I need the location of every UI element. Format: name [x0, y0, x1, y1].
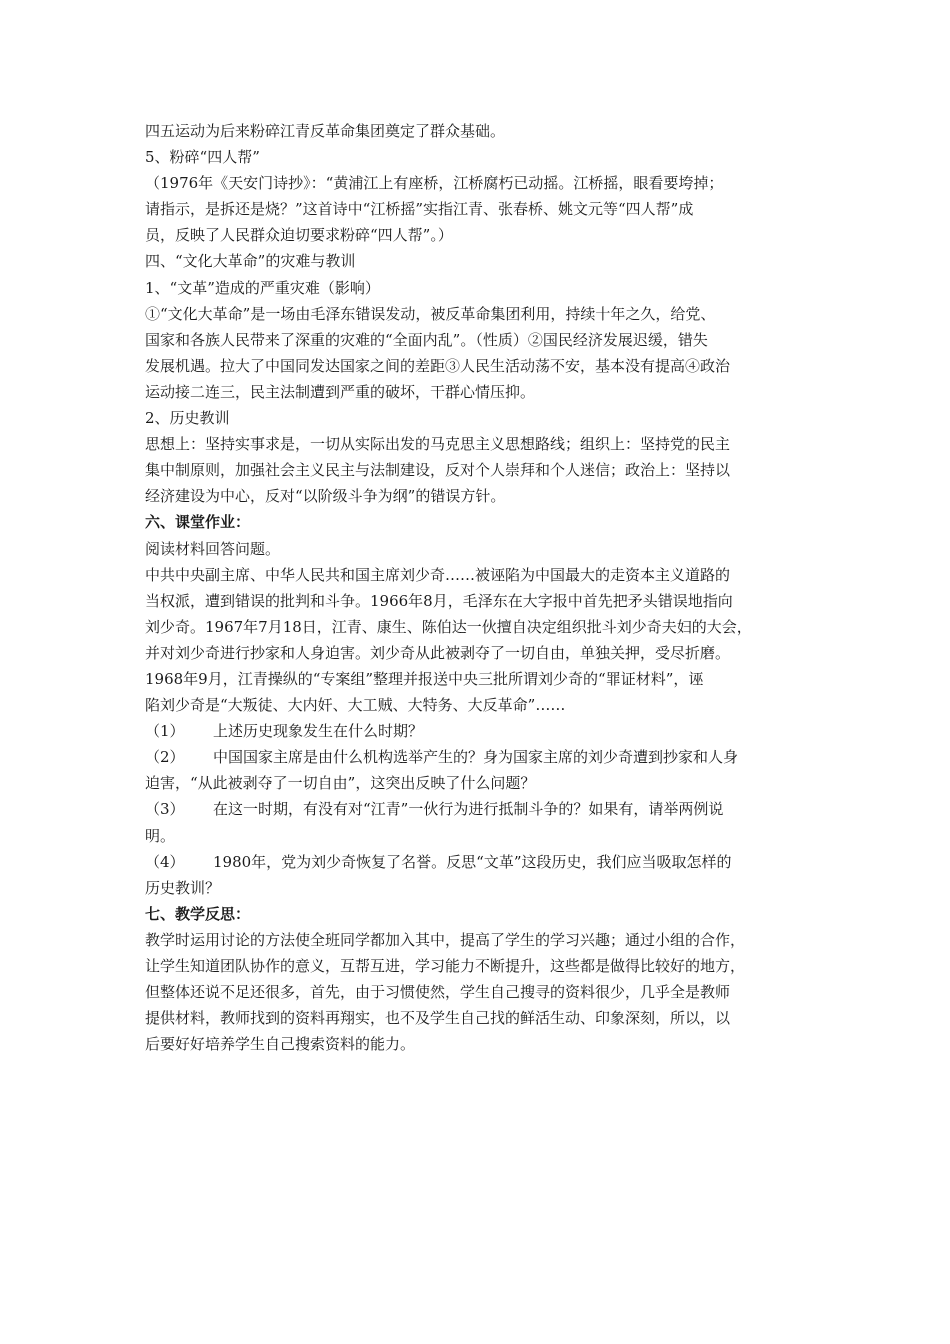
- question-number: （4）: [145, 852, 185, 871]
- paragraph-line: 集中制原则，加强社会主义民主与法制建设，反对个人崇拜和个人迷信；政治上：坚持以: [145, 461, 731, 480]
- question-text-continued: 明。: [145, 826, 176, 845]
- question-text: 中国国家主席是由什么机构选举产生的？身为国家主席的刘少奇遭到抄家和人身: [213, 748, 739, 767]
- material-line: 当权派，遭到错误的批判和斗争。1966年8月，毛泽东在大字报中首先把矛头错误地指向: [145, 591, 733, 610]
- paragraph-line: 请指示，是拆还是烧？”这首诗中“江桥摇”实指江青、张春桥、姚文元等“四人帮”成: [145, 200, 694, 219]
- reflection-line: 后要好好培养学生自己搜索资料的能力。: [145, 1035, 416, 1054]
- material-line: 并对刘少奇进行抄家和人身迫害。刘少奇从此被剥夺了一切自由，单独关押，受尽折磨。: [145, 643, 731, 662]
- reflection-line: 提供材料，教师找到的资料再翔实，也不及学生自己找的鲜活生动、印象深刻，所以，以: [145, 1009, 731, 1028]
- subsection-heading: 2、历史教训: [145, 409, 230, 428]
- material-line: 陷刘少奇是“大叛徒、大内奸、大工贼、大特务、大反革命”……: [145, 696, 566, 715]
- reflection-line: 但整体还说不足还很多，首先，由于习惯使然，学生自己搜寻的资料很少，几乎全是教师: [145, 983, 731, 1002]
- reflection-line: 让学生知道团队协作的意义，互帮互进，学习能力不断提升，这些都是做得比较好的地方，: [145, 957, 746, 975]
- subsection-heading: 1、“文革”造成的严重灾难（影响）: [145, 278, 380, 297]
- material-line: 1968年9月，江青操纵的“专案组”整理并报送中央三批所谓刘少奇的“罪证材料”，诬: [145, 669, 704, 688]
- question-item: [145, 849, 810, 875]
- section-heading: 四、“文化大革命”的灾难与教训: [145, 252, 356, 271]
- question-item: [145, 744, 810, 770]
- question-text-continued: 迫害，“从此被剥夺了一切自由”，这突出反映了什么问题？: [145, 774, 536, 793]
- reflection-heading: 七、教学反思：: [145, 904, 251, 923]
- section-heading: 5、粉碎“四人帮”: [145, 148, 260, 167]
- question-number: （3）: [145, 800, 185, 819]
- reflection-line: 教学时运用讨论的方法使全班同学都加入其中，提高了学生的学习兴趣；通过小组的合作，: [145, 930, 746, 949]
- paragraph-line: 员，反映了人民群众迫切要求粉碎“四人帮”。）: [145, 226, 453, 245]
- question-number: （1）: [145, 722, 185, 741]
- question-text-continued: 历史教训？: [145, 878, 221, 897]
- question-text: 上述历史现象发生在什么时期？: [213, 722, 424, 741]
- document-body: [145, 118, 810, 1057]
- material-line: 中共中央副主席、中华人民共和国主席刘少奇……被诬陷为中国最大的走资本主义道路的: [145, 565, 731, 584]
- paragraph-line: 国家和各族人民带来了深重的灾难的“全面内乱”。（性质）②国民经济发展迟缓，错失: [145, 330, 708, 349]
- question-text: 1980年，党为刘少奇恢复了名誉。反思“文革”这段历史，我们应当吸取怎样的: [213, 852, 732, 871]
- paragraph-line: 运动接二连三，民主法制遭到严重的破坏，干群心情压抑。: [145, 382, 536, 401]
- paragraph-line: 四五运动为后来粉碎江青反革命集团奠定了群众基础。: [145, 122, 506, 140]
- question-number: （2）: [145, 748, 185, 767]
- paragraph-line: 发展机遇。拉大了中国同发达国家之间的差距③人民生活动荡不安，基本没有提高④政治: [145, 356, 731, 375]
- homework-intro: 阅读材料回答问题。: [145, 539, 281, 558]
- paragraph-line: 思想上：坚持实事求是，一切从实际出发的马克思主义思想路线；组织上：坚持党的民主: [145, 435, 731, 454]
- question-item: [145, 796, 810, 822]
- question-text: 在这一时期，有没有对“江青”一伙行为进行抵制斗争的？如果有，请举两例说: [213, 800, 724, 819]
- paragraph-line: 经济建设为中心，反对“以阶级斗争为纲”的错误方针。: [145, 487, 506, 506]
- paragraph-line: ①“文化大革命”是一场由毛泽东错误发动，被反革命集团利用，持续十年之久，给党、: [145, 304, 716, 323]
- material-line: 刘少奇。1967年7月18日，江青、康生、陈伯达一伙擅自决定组织批斗刘少奇夫妇的大会，: [145, 617, 752, 636]
- paragraph-line: （1976年《天安门诗抄》：“黄浦江上有座桥，江桥腐朽已动摇。江桥摇，眼看要垮掉；: [145, 174, 724, 193]
- homework-heading: 六、课堂作业：: [145, 513, 251, 532]
- question-item: [145, 718, 810, 744]
